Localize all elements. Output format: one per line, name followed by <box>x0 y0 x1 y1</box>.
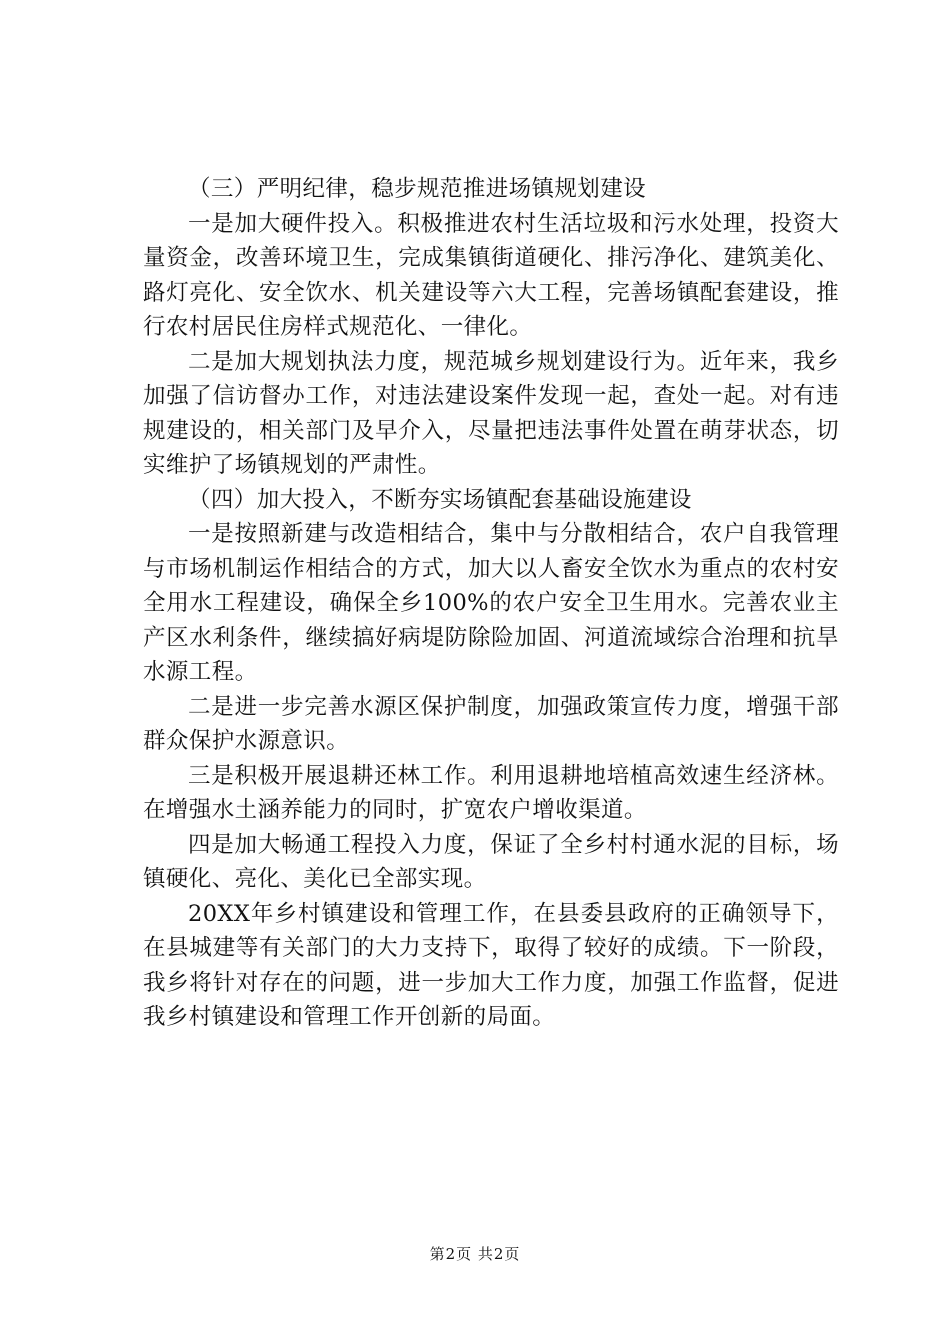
section-heading-3: （三）严明纪律，稳步规范推进场镇规划建设 <box>188 176 647 202</box>
page-number: 第2页 共2页 <box>429 1245 521 1263</box>
paragraph-reforestation: 三是积极开展退耕还林工作。利用退耕地培植高效速生经济林。在增强水土涵养能力的同时，扩宽农户增收渠道。 <box>143 762 839 823</box>
paragraph-water-protection: 二是进一步完善水源区保护制度，加强政策宣传力度，增强干部群众保护水源意识。 <box>143 693 839 754</box>
paragraph-planning-enforcement: 二是加大规划执法力度，规范城乡规划建设行为。近年来，我乡加强了信访督办工作，对违法建设案件发现一起，查处一起。对有违规建设的，相关部门及早介入，尽量把违法事件处置在萌芽状态，切实维护了场镇规划的严肃性。 <box>143 348 839 478</box>
paragraph-summary: 20XX年乡村镇建设和管理工作，在县委县政府的正确领导下，在县城建等有关部门的大力支持下，取得了较好的成绩。下一阶段，我乡将针对存在的问题，进一步加大工作力度，加强工作监督，促进我乡村镇建设和管理工作开创新的局面。 <box>143 900 839 1030</box>
paragraph-water-safety: 一是按照新建与改造相结合，集中与分散相结合，农户自我管理与市场机制运作相结合的方式，加大以人畜安全饮水为重点的农村安全用水工程建设，确保全乡100%的农户安全卫生用水。完善农业主产区水利条件，继续搞好病堤防除险加固、河道流域综合治理和抗旱水源工程。 <box>143 521 839 685</box>
paragraph-road-works: 四是加大畅通工程投入力度，保证了全乡村村通水泥的目标，场镇硬化、亮化、美化已全部实现。 <box>143 831 839 892</box>
document-body <box>143 172 839 1035</box>
paragraph-hardware-investment: 一是加大硬件投入。积极推进农村生活垃圾和污水处理，投资大量资金，改善环境卫生，完成集镇街道硬化、排污净化、建筑美化、路灯亮化、安全饮水、机关建设等六大工程，完善场镇配套建设，推行农村居民住房样式规范化、一律化。 <box>143 210 839 340</box>
section-heading-4: （四）加大投入，不断夯实场镇配套基础设施建设 <box>188 486 692 513</box>
